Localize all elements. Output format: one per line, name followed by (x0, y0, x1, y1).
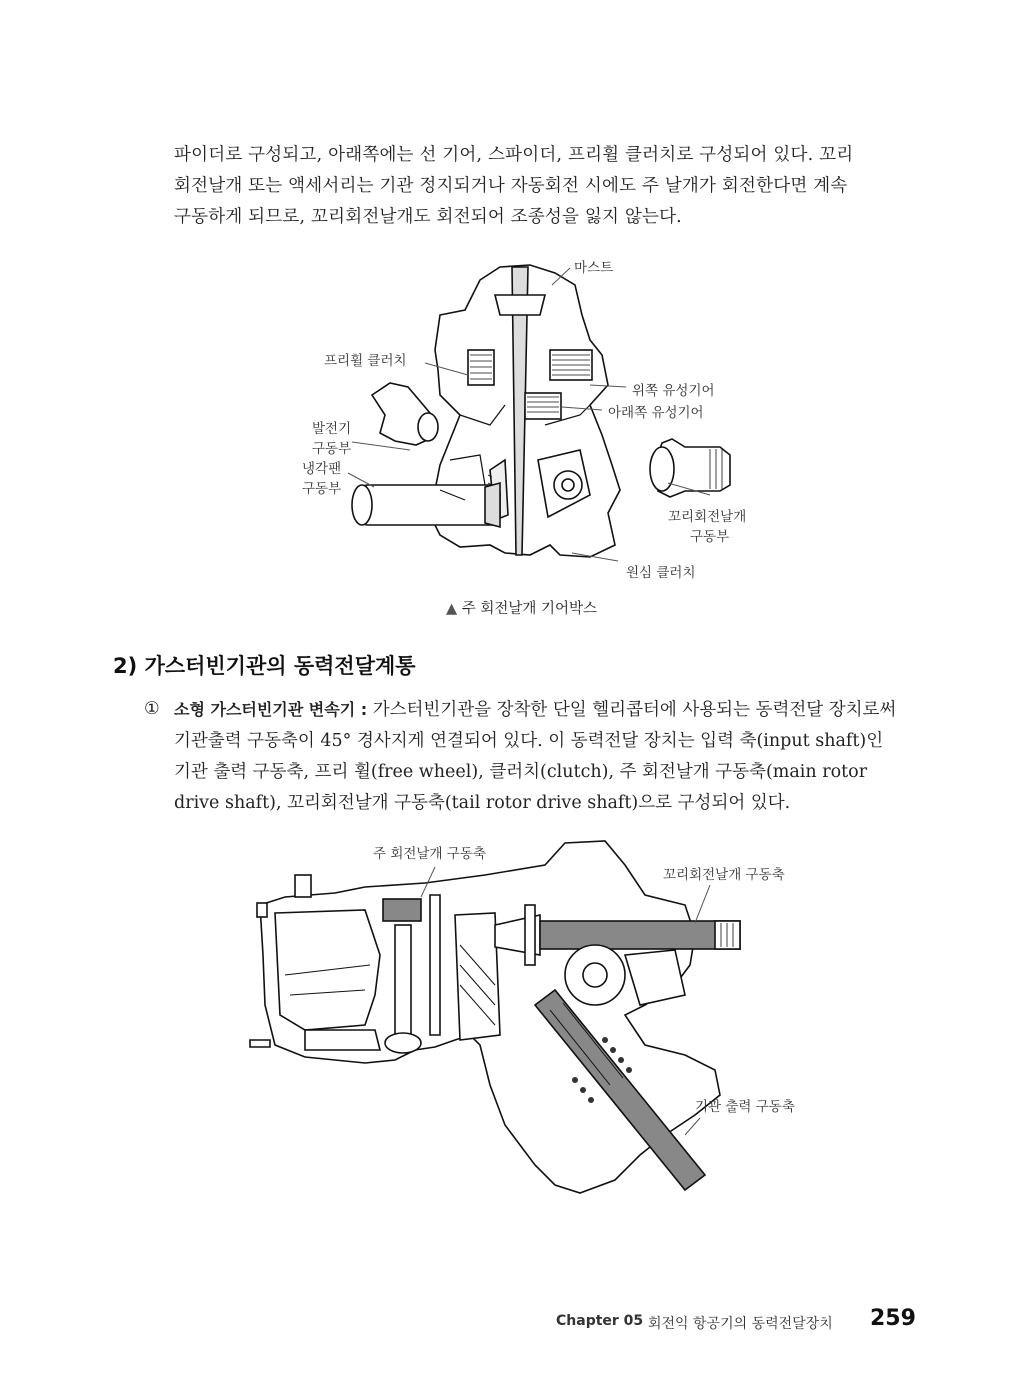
item-number: ① (144, 699, 160, 719)
footer-title: 회전익 항공기의 동력전달장치 (648, 1316, 833, 1332)
label-tail-rotor-drive-1: 꼬리회전날개 (668, 509, 747, 525)
label-freewheel-clutch: 프리휠 클러치 (324, 353, 407, 369)
intro-line: 파이더로 구성되고, 아래쪽에는 선 기어, 스파이더, 프리휠 클러치로 구성되어 있다. 꼬리 (174, 145, 854, 165)
caption-triangle-icon: ▲ (446, 601, 458, 617)
footer-chapter: Chapter 05 (556, 1313, 644, 1329)
label-centrifugal-clutch: 원심 클러치 (626, 565, 696, 581)
label-tail-rotor-drive-2: 구동부 (690, 529, 730, 545)
intro-line: 회전날개 또는 액세서리는 기관 정지되거나 자동회전 시에도 주 날개가 회전한다면 계속 (174, 176, 848, 196)
intro-line: 구동하게 되므로, 꼬리회전날개도 회전되어 조종성을 잃지 않는다. (174, 207, 682, 227)
label-engine-output-shaft: 기관 출력 구동축 (695, 1099, 795, 1115)
label-main-rotor-shaft: 주 회전날개 구동축 (373, 846, 486, 862)
label-mast: 마스트 (574, 260, 614, 276)
figure1-caption (446, 597, 597, 618)
main-rotor-gearbox-figure (290, 255, 750, 585)
label-cooling-fan-2: 구동부 (302, 481, 342, 497)
gearbox-illustration (290, 255, 750, 585)
section-title: 2) 가스터빈기관의 동력전달계통 (113, 654, 416, 678)
transmission-illustration (245, 835, 825, 1200)
label-lower-planetary: 아래쪽 유성기어 (608, 405, 704, 421)
item-line: 기관 출력 구동축, 프리 휠(free wheel), 클러치(clutch), 주 회전날개 구동축(main rotor (174, 762, 868, 782)
item-line: 기관출력 구동축이 45° 경사지게 연결되어 있다. 이 동력전달 장치는 입력 축(input shaft)인 (174, 731, 884, 751)
item-line: drive shaft), 꼬리회전날개 구동축(tail rotor drive shaft)으로 구성되어 있다. (174, 793, 791, 813)
label-tail-rotor-shaft: 꼬리회전날개 구동축 (663, 867, 785, 883)
list-item (144, 694, 910, 819)
item-line: 가스터빈기관을 장착한 단일 헬리콥터에 사용되는 동력전달 장치로써 (372, 700, 897, 720)
label-generator-drive-1: 발전기 (312, 421, 352, 437)
caption-text: 주 회전날개 기어박스 (461, 601, 598, 617)
intro-paragraph (174, 140, 910, 233)
label-generator-drive-2: 구동부 (312, 441, 352, 457)
label-upper-planetary: 위쪽 유성기어 (632, 383, 715, 399)
label-cooling-fan-1: 냉각팬 (302, 461, 342, 477)
item-term: 소형 가스터빈기관 변속기 : (174, 700, 368, 719)
transmission-figure (245, 835, 825, 1200)
page-number: 259 (870, 1306, 916, 1331)
